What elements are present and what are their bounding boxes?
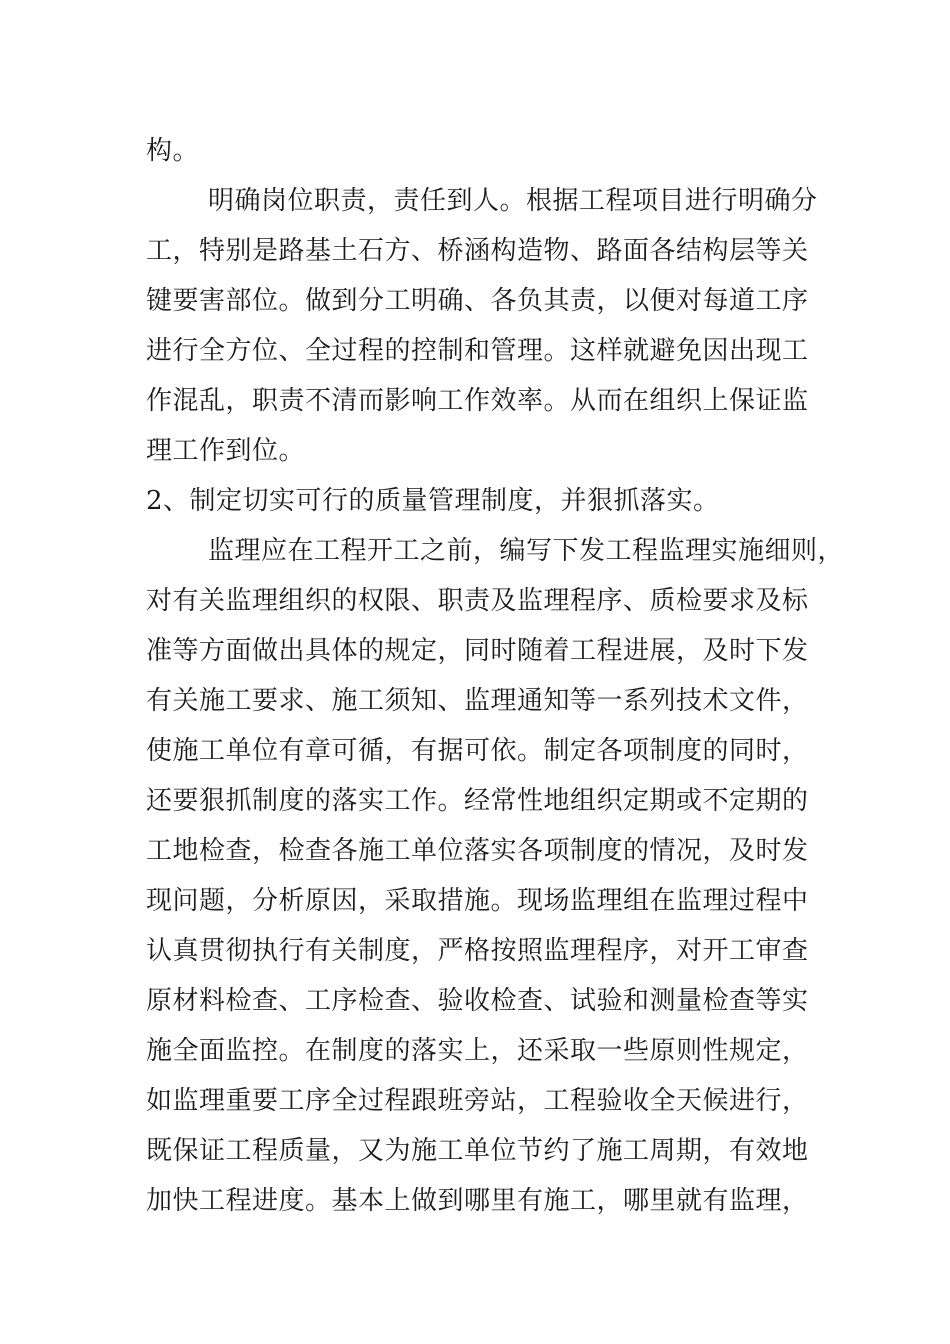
text-line: 明确岗位职责，责任到人。根据工程项目进行明确分: [208, 186, 818, 216]
text-line: 对有关监理组织的权限、职责及监理程序、质检要求及标: [146, 586, 809, 616]
text-line: 现问题，分析原因，采取措施。现场监理组在监理过程中: [146, 886, 809, 916]
text-line: 理工作到位。: [146, 436, 306, 466]
text-line: 监理应在工程开工之前，编写下发工程监理实施细则，: [208, 536, 845, 566]
text-line: 原材料检查、工序检查、验收检查、试验和测量检查等实: [146, 986, 809, 1016]
text-line: 键要害部位。做到分工明确、各负其责，以便对每道工序: [146, 286, 809, 316]
text-line: 进行全方位、全过程的控制和管理。这样就避免因出现工: [146, 336, 809, 366]
text-line: 作混乱，职责不清而影响工作效率。从而在组织上保证监: [146, 386, 809, 416]
text-line: 认真贯彻执行有关制度，严格按照监理程序，对开工审查: [146, 936, 809, 966]
text-line: 工地检查，检查各施工单位落实各项制度的情况，及时发: [146, 836, 809, 866]
paragraph-job-responsibilities: [146, 176, 816, 476]
body-text: [146, 126, 845, 1226]
paragraph-management-system: [146, 526, 845, 1226]
text-line: 使施工单位有章可循，有据可依。制定各项制度的同时，: [146, 736, 809, 766]
paragraph-continuation: [146, 126, 816, 176]
text-line: 工，特别是路基土石方、桥涵构造物、路面各结构层等关: [146, 236, 809, 266]
text-line: 加快工程进度。基本上做到哪里有施工，哪里就有监理，: [146, 1186, 809, 1216]
text-line: 准等方面做出具体的规定，同时随着工程进展，及时下发: [146, 636, 809, 666]
text-line: 构。: [146, 136, 200, 166]
text-line: 如监理重要工序全过程跟班旁站，工程验收全天候进行，: [146, 1086, 809, 1116]
text-line: 还要狠抓制度的落实工作。经常性地组织定期或不定期的: [146, 786, 809, 816]
heading-line: 2、制定切实可行的质量管理制度，并狠抓落实。: [146, 486, 720, 516]
text-line: 既保证工程质量，又为施工单位节约了施工周期，有效地: [146, 1136, 809, 1166]
text-line: 施全面监控。在制度的落实上，还采取一些原则性规定，: [146, 1036, 809, 1066]
text-line: 有关施工要求、施工须知、监理通知等一系列技术文件，: [146, 686, 809, 716]
section-heading: [146, 476, 816, 526]
